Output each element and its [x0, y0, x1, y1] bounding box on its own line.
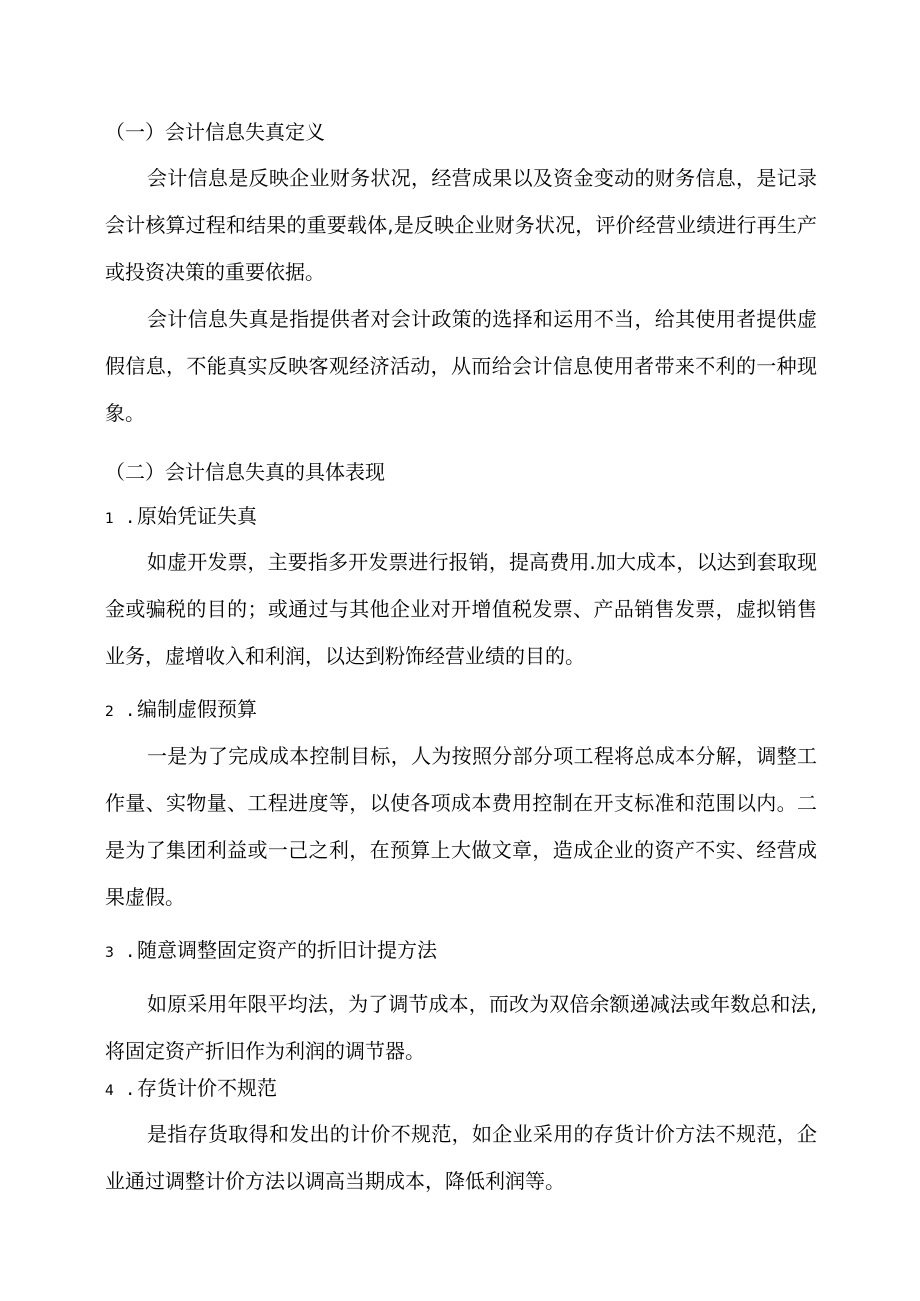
- list-item-3-body: 如原采用年限平均法，为了调节成本，而改为双倍余额递减法或年数总和法,将固定资产折旧作为利润的调节器。: [105, 992, 817, 1063]
- list-item-title: 原始凭证失真: [137, 504, 257, 528]
- list-item-1-title: [105, 504, 257, 531]
- list-item-title: 存货计价不规范: [137, 1076, 277, 1100]
- list-item-number: 4: [105, 1083, 114, 1099]
- list-item-dot: .: [127, 1076, 134, 1100]
- list-item-dot: .: [127, 938, 134, 962]
- paragraph-definition-2: 会计信息失真是指提供者对会计政策的选择和运用不当，给其使用者提供虚假信息，不能真实反映客观经济活动，从而给会计信息使用者带来不利的一种现象。: [105, 307, 817, 425]
- list-item-4-title: [105, 1076, 277, 1103]
- list-item-2-body: 一是为了完成成本控制目标，人为按照分部分项工程将总成本分解，调整工作量、实物量、工程进度等，以使各项成本费用控制在开支标准和范围以内。二是为了集团利益或一己之利，在预算上大做文章，造成企业的资产不实、经营成果虚假。: [105, 744, 817, 909]
- section-heading-1: （一）会计信息失真定义: [105, 120, 325, 144]
- list-item-title: 编制虚假预算: [137, 697, 257, 721]
- list-item-dot: .: [127, 697, 134, 721]
- list-item-number: 3: [105, 945, 114, 961]
- list-item-number: 1: [105, 511, 114, 527]
- section-heading-2: （二）会计信息失真的具体表现: [105, 460, 385, 484]
- list-item-dot: .: [127, 504, 134, 528]
- paragraph-definition-1: 会计信息是反映企业财务状况，经营成果以及资金变动的财务信息，是记录会计核算过程和结果的重要载体,是反映企业财务状况，评价经营业绩进行再生产或投资决策的重要依据。: [105, 166, 817, 284]
- list-item-1-body: 如虚开发票，主要指多开发票进行报销，提高费用.加大成本，以达到套取现金或骗税的目的；或通过与其他企业对开增值税发票、产品销售发票，虚拟销售业务，虚增收入和利润，以达到粉饰经营业绩的目的。: [105, 550, 817, 668]
- list-item-4-body: 是指存货取得和发出的计价不规范，如企业采用的存货计价方法不规范，企业通过调整计价方法以调高当期成本，降低利润等。: [105, 1122, 817, 1193]
- list-item-number: 2: [105, 704, 114, 720]
- list-item-title: 随意调整固定资产的折旧计提方法: [137, 938, 437, 962]
- list-item-2-title: [105, 697, 257, 724]
- list-item-3-title: [105, 938, 437, 965]
